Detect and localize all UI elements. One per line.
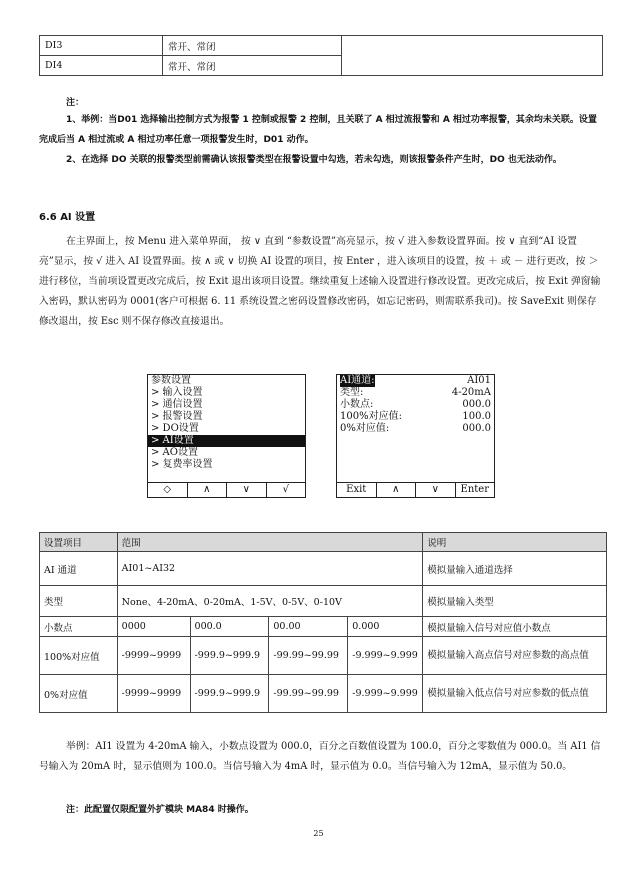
row-range: -9.999~9.999 xyxy=(348,637,423,675)
row-desc: 模拟量输入高点信号对应参数的高点值 xyxy=(423,637,607,675)
menu-item-do[interactable]: > DO设置 xyxy=(151,423,199,434)
table-row xyxy=(40,617,607,637)
ai-value: 4-20mA xyxy=(451,387,491,398)
ai-screen xyxy=(336,374,495,498)
ai-row-decimal[interactable] xyxy=(337,399,494,411)
row-range: -9999~9999 xyxy=(117,675,190,713)
di-name: DI4 xyxy=(40,56,163,76)
row-range: 0000 xyxy=(117,617,190,637)
menu-item-comm[interactable]: > 通信设置 xyxy=(151,399,203,410)
ai-row-type[interactable] xyxy=(337,387,494,399)
row-range: -99.99~99.99 xyxy=(269,637,348,675)
ai-value: 100.0 xyxy=(462,411,491,422)
note-label: 注： xyxy=(66,98,85,108)
row-item: 小数点 xyxy=(40,617,118,637)
menu-item-ai[interactable]: > AI设置 xyxy=(148,435,305,447)
ai-row-high[interactable] xyxy=(337,411,494,423)
row-desc: 模拟量输入类型 xyxy=(423,586,607,617)
table-row xyxy=(40,637,607,675)
row-item: 0%对应值 xyxy=(40,675,118,713)
ai-label: 0%对应值: xyxy=(340,423,390,434)
page-number: 25 xyxy=(313,829,324,838)
row-desc: 模拟量输入低点信号对应参数的低点值 xyxy=(423,675,607,713)
menu-button-bar xyxy=(148,482,305,497)
confirm-button[interactable]: √ xyxy=(282,484,289,495)
row-range: -9.999~9.999 xyxy=(348,675,423,713)
row-item: AI 通道 xyxy=(40,552,118,586)
di-table xyxy=(39,35,603,76)
diamond-button[interactable]: ◇ xyxy=(148,483,188,497)
menu-item-ao[interactable]: > AO设置 xyxy=(151,447,198,458)
row-range: -9999~9999 xyxy=(117,637,190,675)
table-row xyxy=(40,36,603,56)
row-range: None、4-20mA、0-20mA、1-5V、0-5V、0-10V xyxy=(117,586,423,617)
ai-label: 小数点: xyxy=(340,399,374,410)
row-desc: 模拟量输入信号对应值小数点 xyxy=(423,617,607,637)
up-button[interactable]: ∧ xyxy=(377,483,417,497)
ai-row-low[interactable] xyxy=(337,423,494,435)
menu-item-tariff[interactable]: > 复费率设置 xyxy=(151,459,213,470)
note-2: 2、在选择 DO 关联的报警类型前需确认该报警类型在报警设置中勾选，若未勾选，则该报警条件产生时，DO 也无法动作。 xyxy=(66,155,562,165)
di-extra xyxy=(342,56,603,76)
header-desc: 说明 xyxy=(423,533,607,552)
row-range: -99.99~99.99 xyxy=(269,675,348,713)
final-note: 注：此配置仅限配置外扩模块 MA84 时操作。 xyxy=(66,805,254,815)
ai-value: 000.0 xyxy=(462,423,491,434)
header-item: 设置项目 xyxy=(40,533,118,552)
row-item: 100%对应值 xyxy=(40,637,118,675)
ai-label: AI通道: xyxy=(340,375,375,386)
ai-label: 100%对应值: xyxy=(340,411,402,422)
di-value: 常开、常闭 xyxy=(163,36,342,56)
exit-button[interactable]: Exit xyxy=(337,483,377,497)
menu-item-alarm[interactable]: > 报警设置 xyxy=(151,411,203,422)
section-title: 6.6 AI 设置 xyxy=(39,212,96,223)
body-text: 在主界面上，按 Menu 进入菜单界面， 按 ∨ 直到 “参数设置”高亮显示，按 √ 进入参数设置界面。按 ∨ 直到“AI 设置亮”显示，按 √ 进入 AI 设置界面。按 ∧ 或 ∨ 切换 AI 设置的项目，按 Enter ，进入该项目的设置，按 ＋ 或 － 进行更改，按 ＞ 进行移位，当前项设置更改完成后，按 Exit 退出该项目设置。继续重复上述输入设置进行修改设置。更改完成后，按 Exit 弹窗输入密码，默认密码为 0001(客户可根据 6. 11 系统设置之密码设置修改密码，如忘记密码，则需联系我司)。按 SaveExit 则保存修改退出，按 Esc 则不保存修改直接退出。 xyxy=(39,236,601,327)
down-button[interactable]: ∨ xyxy=(416,483,456,497)
di-extra xyxy=(342,36,603,56)
ai-value: 000.0 xyxy=(462,399,491,410)
down-button[interactable]: ∨ xyxy=(227,483,267,497)
row-desc: 模拟量输入通道选择 xyxy=(423,552,607,586)
table-row xyxy=(40,552,607,586)
ai-settings-table xyxy=(39,532,607,713)
menu-title: 参数设置 xyxy=(151,375,191,386)
table-row xyxy=(40,56,603,76)
di-name: DI3 xyxy=(40,36,163,56)
row-item: 类型 xyxy=(40,586,118,617)
ai-row-channel[interactable] xyxy=(337,375,494,387)
example-text: 举例：AI1 设置为 4-20mA 输入，小数点设置为 000.0，百分之百数值设置为 100.0，百分之零数值为 000.0。当 AI1 信号输入为 20mA 时，显示值则为 100.0。当信号输入为 4mA 时，显示值为 0.0。当信号输入为 12mA，显示值为 50.0。 xyxy=(39,741,601,772)
note-1: 1、举例：当D01 选择输出控制方式为报警 1 控制或报警 2 控制，且关联了 A 相过流报警和 A 相过功率报警，其余均未关联。设置完成后当 A 相过流或 A 相过功率任意一项报警发生时，D01 动作。 xyxy=(39,115,597,145)
menu-item-input[interactable]: > 输入设置 xyxy=(151,387,203,398)
table-row xyxy=(40,675,607,713)
row-range: -999.9~999.9 xyxy=(190,637,269,675)
ai-value: AI01 xyxy=(467,375,491,386)
row-range: AI01~AI32 xyxy=(117,552,423,586)
row-range: -999.9~999.9 xyxy=(190,675,269,713)
up-button[interactable]: ∧ xyxy=(188,483,228,497)
row-range: 000.0 xyxy=(190,617,269,637)
di-value: 常开、常闭 xyxy=(163,56,342,76)
row-range: 0.000 xyxy=(348,617,423,637)
table-row xyxy=(40,586,607,617)
table-header-row xyxy=(40,533,607,552)
enter-button[interactable]: Enter xyxy=(460,484,489,495)
ai-button-bar xyxy=(337,482,494,497)
menu-screen xyxy=(147,374,306,498)
row-range: 00.00 xyxy=(269,617,348,637)
ai-label: 类型: xyxy=(340,387,364,398)
header-range: 范围 xyxy=(117,533,423,552)
